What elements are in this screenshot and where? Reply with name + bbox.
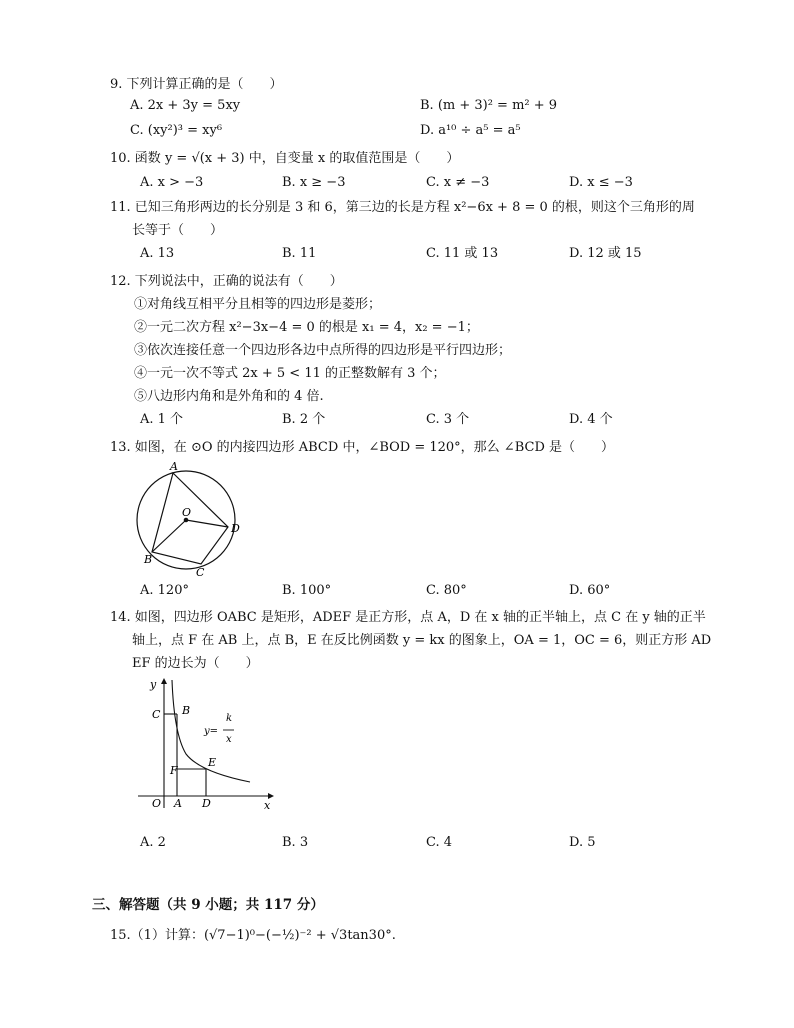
q9-option-c: C. (xy²)³ = xy⁶	[130, 123, 223, 138]
q14-option-d: D. 5	[569, 835, 596, 850]
label-b: B	[182, 704, 191, 717]
q12-option-a: A. 1 个	[140, 412, 184, 427]
q10-option-d: D. x ≤ −3	[569, 175, 633, 190]
segment-ob	[152, 520, 186, 552]
label-o: O	[152, 797, 162, 810]
q10-stem: 10. 函数 y = √(x + 3) 中，自变量 x 的取值范围是（ ）	[110, 151, 460, 166]
q14-option-a: A. 2	[140, 835, 166, 850]
q9-option-b: B. (m + 3)² = m² + 9	[420, 98, 558, 113]
q14-stem-line2: 轴上，点 F 在 AB 上，点 B，E 在反比例函数 y = kx 的图象上，OA = 1，OC = 6，则正方形 AD	[132, 633, 712, 648]
q12-statement-1: ①对角线互相平分且相等的四边形是菱形；	[134, 297, 382, 312]
q14-coordinate-figure	[130, 674, 280, 814]
q10-option-b: B. x ≥ −3	[282, 175, 346, 190]
label-y-axis: y	[150, 678, 157, 691]
q12-statement-2: ②一元二次方程 x²−3x−4 = 0 的根是 x₁ = 4，x₂ = −1；	[134, 320, 479, 335]
q12-option-c: C. 3 个	[426, 412, 470, 427]
label-a: A	[170, 460, 178, 473]
q9-stem: 9. 下列计算正确的是（ ）	[110, 77, 283, 92]
q10-option-a: A. x > −3	[140, 175, 204, 190]
q11-option-a: A. 13	[140, 246, 175, 261]
q10-option-c: C. x ≠ −3	[426, 175, 490, 190]
label-function-k: k	[226, 713, 233, 724]
q11-option-d: D. 12 或 15	[569, 246, 642, 261]
q11-stem-line1: 11. 已知三角形两边的长分别是 3 和 6，第三边的长是方程 x²−6x + 8 = 0 的根，则这个三角形的周	[110, 200, 695, 215]
q14-stem-line1: 14. 如图，四边形 OABC 是矩形，ADEF 是正方形，点 A，D 在 x 轴的正半轴上，点 C 在 y 轴的正半	[110, 610, 706, 625]
label-function-y: y=	[204, 726, 219, 737]
q13-option-a: A. 120°	[140, 583, 189, 598]
label-d: D	[231, 522, 240, 535]
q12-stem: 12. 下列说法中，正确的说法有（ ）	[110, 274, 343, 289]
q11-option-b: B. 11	[282, 246, 317, 261]
q13-stem: 13. 如图，在 ⊙O 的内接四边形 ABCD 中，∠BOD = 120°，那么 ∠BCD 是（ ）	[110, 440, 614, 455]
label-c: C	[196, 566, 205, 579]
q14-option-c: C. 4	[426, 835, 453, 850]
q11-stem-line2: 长等于（ ）	[132, 223, 224, 238]
q12-statement-5: ⑤八边形内角和是外角和的 4 倍.	[134, 389, 324, 404]
label-a: A	[174, 797, 182, 810]
q14-option-b: B. 3	[282, 835, 309, 850]
q12-option-b: B. 2 个	[282, 412, 326, 427]
q9-option-d: D. a¹⁰ ÷ a⁵ = a⁵	[420, 123, 521, 138]
label-o: O	[182, 506, 192, 519]
q13-circle-figure	[130, 458, 250, 580]
q13-option-b: B. 100°	[282, 583, 332, 598]
q14-stem-line3: EF 的边长为（ ）	[132, 656, 259, 671]
label-b: B	[144, 553, 153, 566]
q12-statement-3: ③依次连接任意一个四边形各边中点所得的四边形是平行四边形；	[134, 343, 512, 358]
q15-text: 15.（1）计算：(√7−1)⁰−(−½)⁻² + √3tan30°.	[110, 928, 396, 943]
label-e: E	[208, 756, 217, 769]
q9-option-a: A. 2x + 3y = 5xy	[130, 98, 241, 113]
q13-option-d: D. 60°	[569, 583, 611, 598]
y-axis-arrow	[161, 678, 167, 684]
label-d: D	[202, 797, 211, 810]
q13-option-c: C. 80°	[426, 583, 467, 598]
section-3-title: 三、解答题（共 9 小题；共 117 分）	[92, 897, 324, 913]
q12-statement-4: ④一元一次不等式 2x + 5 < 11 的正整数解有 3 个；	[134, 366, 446, 381]
q12-option-d: D. 4 个	[569, 412, 613, 427]
label-f: F	[170, 764, 178, 777]
label-function-x: x	[226, 734, 232, 745]
label-c: C	[152, 708, 161, 721]
label-x-axis: x	[264, 799, 271, 812]
q11-option-c: C. 11 或 13	[426, 246, 499, 261]
